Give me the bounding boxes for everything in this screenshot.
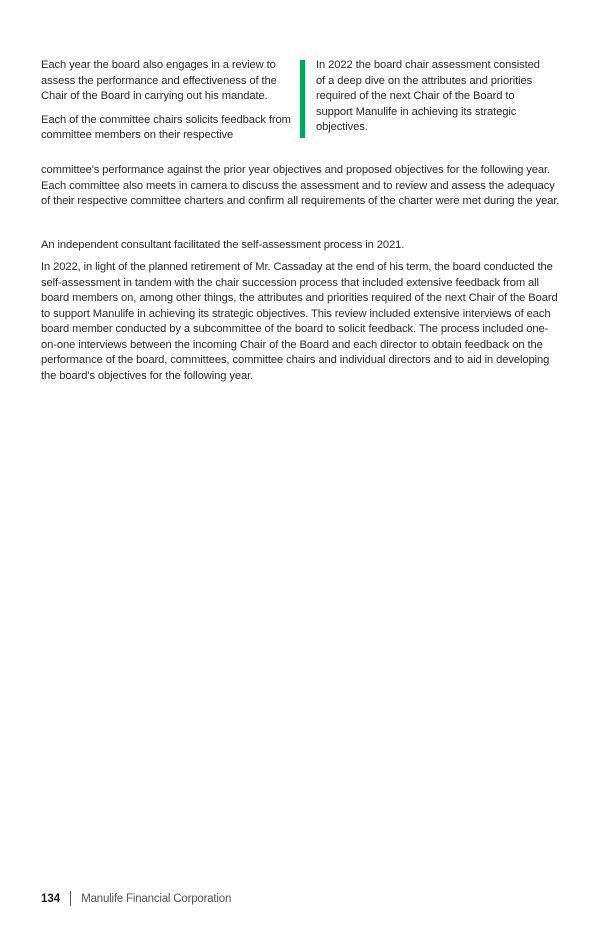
paragraph-chair-review: Each year the board also engages in a review to assess the performance and effectiveness of the Chair of the Board in carrying out his mandate.	[41, 59, 277, 102]
callout-text: In 2022 the board chair assessment consisted of a deep dive on the attributes and priorities required of the next Chair of the Board to support Manulife in achieving its strategic objectives.	[316, 59, 540, 133]
paragraph-independent-consultant: An independent consultant facilitated the self-assessment process in 2021.	[41, 239, 405, 251]
paragraph-committee-feedback-continued: committee's performance against the prior year objectives and proposed objectives for the following year. Each committee also meets in camera to discuss the assessment and to review and assess the adequacy of their respective committee charters and confirm all requirements of the charter were met during the year.	[41, 164, 560, 207]
callout-box	[300, 60, 560, 138]
footer-divider	[70, 891, 71, 906]
footer-company-name: Manulife Financial Corporation	[81, 892, 232, 905]
page-footer	[41, 891, 231, 906]
left-column	[41, 58, 291, 152]
paragraph-committee-feedback-start: Each of the committee chairs solicits feedback from committee members on their respective	[41, 113, 291, 141]
callout-accent-bar	[300, 60, 305, 138]
paragraph-2022-self-assessment: In 2022, in light of the planned retirement of Mr. Cassaday at the end of his term, the board conducted the self-assessment in tandem with the chair succession process that included extensive feedback from all board members on, among other things, the attributes and priorities required of the next Chair of the Board to support Manulife in achieving its strategic objectives. This review included extensive interviews of each board member conducted by a subcommittee of the board to solicit feedback. The process included one-on-one interviews between the incoming Chair of the Board and each director to obtain feedback on the performance of the board, committees, committee chairs and individual directors and to aid in developing the board's objectives for the following year.	[41, 261, 558, 382]
page-number: 134	[41, 892, 61, 905]
